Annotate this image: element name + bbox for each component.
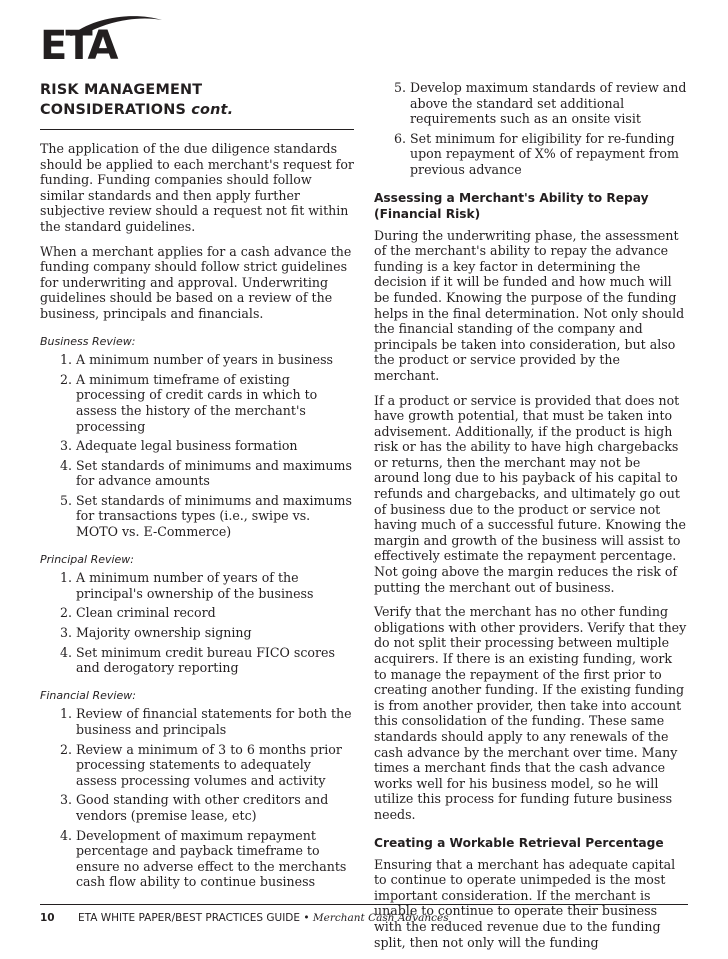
footer-title: ETA WHITE PAPER/BEST PRACTICES GUIDE •: [77, 912, 310, 924]
financial-review-list: [40, 706, 354, 890]
paragraph: When a merchant applies for a cash advance the funding company should follow strict guidelines for underwriting and approval. Underwriting guidelines should be based on a review of the business, principals and financials.: [40, 243, 352, 321]
list-item: 3. Adequate legal business formation: [60, 438, 298, 454]
paragraph: Verify that the merchant has no other funding obligations with other providers. Verify that they do not split their processing between multiple acquirers. If there is an existing funding, work to manage the repayment of the first prior to creating another funding. If the existing funding is from another provider, then take into account this consolidation of the funding. These same standards should apply to any renewals of the cash advance by the merchant over time. Many times a merchant finds that the cash advance works well for his business model, so he will utilize this process for funding future business needs.: [374, 604, 687, 822]
section-heading-repay: Assessing a Merchant's Ability to Repay (Financial Risk): [374, 190, 649, 221]
list-item: 6. Set minimum for eligibility for re-funding upon repayment of X% of repayment from previous advance: [394, 130, 679, 177]
list-item: 4. Set minimum credit bureau FICO scores and derogatory reporting: [60, 644, 335, 676]
section-heading-retrieval: Creating a Workable Retrieval Percentage: [374, 835, 664, 850]
page-number: 10: [40, 912, 55, 924]
list-item: 1. A minimum number of years of the principal's ownership of the business: [60, 570, 314, 601]
left-column: [40, 80, 354, 894]
list-item: 5. Set standards of minimums and maximums for transactions types (i.e., swipe vs. MOTO vs. E-Commerce): [60, 492, 352, 540]
principal-review-title: Principal Review:: [40, 552, 135, 566]
continued-list: [374, 80, 688, 178]
list-item: 2. A minimum timeframe of existing processing of credit cards in which to assess the history of the merchant's processing: [60, 371, 318, 434]
list-item: 1. Review of financial statements for both the business and principals: [60, 706, 352, 737]
eta-logo: [40, 14, 160, 69]
section-heading-line2: CONSIDERATIONS: [40, 102, 187, 118]
paragraph: If a product or service is provided that does not have growth potential, that must be taken into advisement. Additionally, if the product is high risk or has the ability to have high chargebacks or returns, then the merchant may not be around long due to his payback of his capital to refunds and chargebacks, and ultimately go out of business due to the product or service not having much of a successful future. Knowing the margin and growth of the business will assist to effectively estimate the repayment percentage. Not going above the margin reduces the risk of putting the merchant out of business.: [374, 392, 686, 595]
heading-rule: [40, 129, 354, 130]
right-column: [374, 80, 688, 959]
section-heading-line1: RISK MANAGEMENT: [40, 82, 203, 98]
list-item: 1. A minimum number of years in business: [60, 352, 334, 368]
list-item: 2. Review a minimum of 3 to 6 months prior processing statements to adequately assess processing volumes and activity: [60, 741, 342, 788]
list-item: 4. Set standards of minimums and maximums for advance amounts: [60, 457, 352, 489]
list-item: 4. Development of maximum repayment percentage and payback timeframe to ensure no adverse effect to the merchants cash flow ability to continue business: [60, 827, 347, 890]
footer-subtitle: Merchant Cash Advances: [312, 912, 449, 924]
footer-rule: [40, 904, 688, 905]
paragraph: During the underwriting phase, the assessment of the merchant's ability to repay the advance funding is a key factor in determining the decision if it will be funded and how much will be funded. Knowing the purpose of the funding helps in the final determination. Not only should the financial standing of the company and principals be taken into consideration, but also the product or service provided by the merchant.: [374, 227, 685, 383]
list-item: 3. Good standing with other creditors and vendors (premise lease, etc): [60, 792, 329, 823]
footer: [40, 911, 449, 925]
list-item: 2. Clean criminal record: [60, 605, 216, 621]
business-review-list: [40, 352, 354, 540]
section-heading-cont: cont.: [191, 102, 234, 118]
list-item: 5. Develop maximum standards of review and above the standard set additional requirements such as an onsite visit: [394, 80, 687, 127]
section-heading: [40, 80, 354, 120]
paragraph: Ensuring that a merchant has adequate capital to continue to operate unimpeded is the most important consideration. If the merchant is unable to continue to operate their business with the reduced revenue due to the funding split, then not only will the funding: [374, 856, 676, 950]
financial-review-title: Financial Review:: [40, 688, 136, 702]
principal-review-list: [40, 570, 354, 676]
logo-text: ETA: [40, 23, 117, 69]
business-review-title: Business Review:: [40, 334, 136, 348]
list-item: 3. Majority ownership signing: [60, 625, 252, 641]
paragraph: The application of the due diligence standards should be applied to each merchant's request for funding. Funding companies should follow similar standards and then apply further subjective review should a request not fit within the standard guidelines.: [40, 141, 354, 234]
